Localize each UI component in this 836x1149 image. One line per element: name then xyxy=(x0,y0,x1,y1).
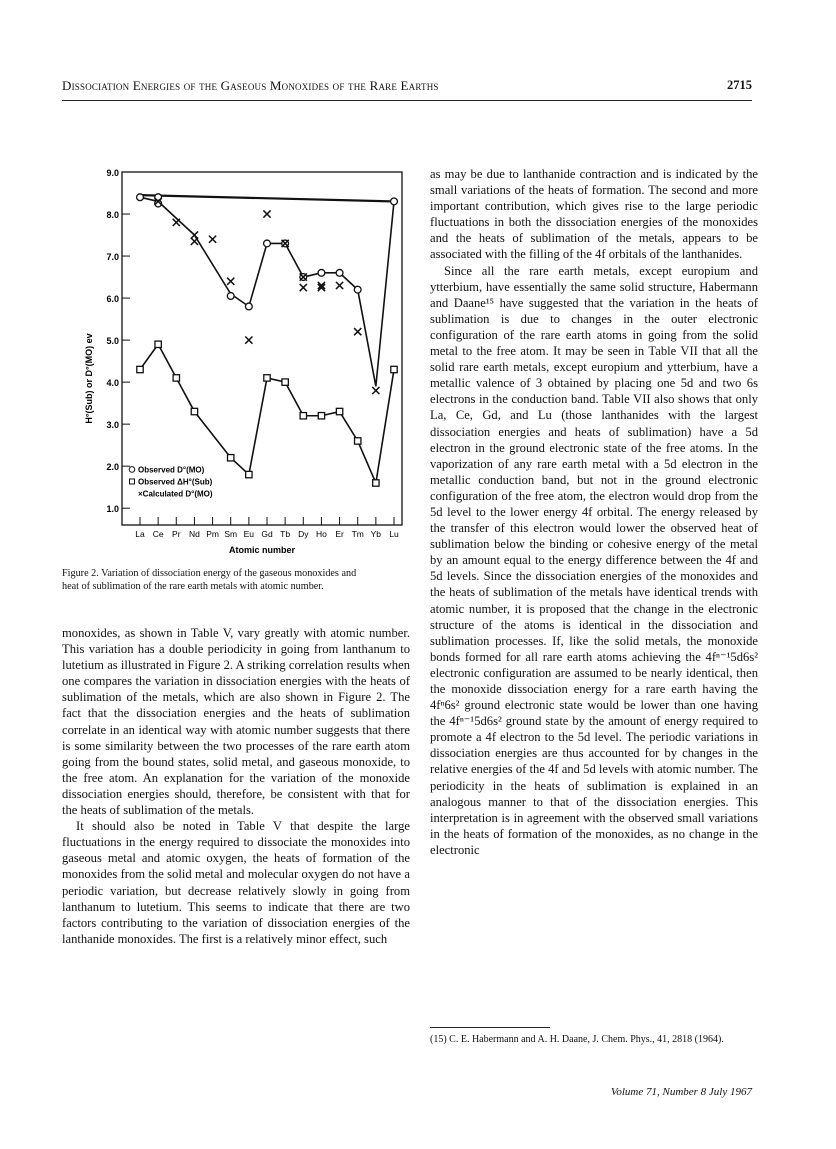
footer-volume: Volume 71, Number 8 July 1967 xyxy=(610,1086,752,1098)
right-paragraph-2: Since all the rare earth metals, except europium and ytterbium, have essentially the same solid structure, Habermann and Daane¹⁵ have suggested that the variation in the heats of sublimation is due to changes in the outer electronic configuration of the rare earth atoms in going from the solid metal to the free atom. It may be seen in Table VII that all the solid rare earth metals, except europium and ytterbium, have a metallic valence of 3 obtained by placing one 5d and two 6s electrons in the conduction band. Table VII also shows that only La, Ce, Gd, and Lu (those lanthanides with the largest dissociation energies and heats of sublimation) have a 5d electron in the ground electronic state of the free atoms. In the vaporization of any rare earth metal with a 5d electron in the metallic conduction band, but not in the ground electronic configuration of the free atom, the electron would drop from the 5d level to the lower energy 4f orbital. The energy released by the transfer of this electron would lower the observed heat of sublimation below the binding or cohesive energy of the metal by an amount equal to the energy difference between the 4f and 5d levels. Since the dissociation energies of the monoxides and the heats of sublimation of the metals have identical trends with atomic number, it is proposed that the change in the electronic structure of the atoms is identical in the dissociation and sublimation processes. If, like the solid metals, the monoxide bonds formed for all rare earth atoms achieving the 4fⁿ⁻¹5d6s² electronic configuration are assumed to be nearly identical, then the monoxide dissociation energy for a rare earth having the 4fⁿ6s² ground electronic state would be lower than one having the 4fⁿ⁻¹5d6s² ground state by the amount of energy required to promote a 4f electron to the 5d level. The periodic variations in dissociation energies are thus accounted for by changes in the relative energies of the 4f and 5d levels with atomic number. The periodicity in the heats of sublimation is explained in an analogous manner to that of the dissociation energies. This interpretation is in agreement with the observed small variations in the heats of formation of the monoxides, as no change in the electronic xyxy=(430,263,758,857)
x-tick-label: Tb xyxy=(280,529,291,539)
x-tick-label: Er xyxy=(335,529,344,539)
point-observed-dmo xyxy=(391,198,398,205)
y-tick-label: 3.0 xyxy=(106,420,119,431)
x-tick-label: Eu xyxy=(243,529,255,539)
header-rule xyxy=(62,100,752,101)
point-sublimation xyxy=(137,366,143,372)
x-tick-label: Sm xyxy=(224,529,238,539)
figure-2 xyxy=(62,160,410,580)
point-sublimation xyxy=(191,408,197,414)
y-tick-label: 1.0 xyxy=(106,504,119,515)
series-line-sublimation xyxy=(140,344,394,483)
figure-caption: Figure 2. Variation of dissociation energy of the gaseous monoxides and heat of sublimation of the rare earth metals with atomic number. xyxy=(62,568,357,592)
x-tick-label: Pr xyxy=(172,529,181,539)
point-observed-dmo xyxy=(318,269,325,276)
y-tick-label: 4.0 xyxy=(106,378,119,389)
legend-marker-square xyxy=(130,479,135,484)
running-title: Dissociation Energies of the Gaseous Monoxides of the Rare Earths xyxy=(62,78,439,93)
y-tick-label: 2.0 xyxy=(106,462,119,473)
point-sublimation xyxy=(246,471,252,477)
right-column xyxy=(430,166,758,858)
legend-entry: ×Calculated D°(MO) xyxy=(138,489,213,499)
y-axis-label: H°(Sub) or D°(MO) ev xyxy=(84,333,94,424)
y-tick-label: 9.0 xyxy=(106,168,119,178)
point-sublimation xyxy=(282,379,288,385)
x-tick-label: La xyxy=(135,529,145,539)
legend-entry: Observed ΔH°(Sub) xyxy=(138,477,213,487)
legend-marker-circle xyxy=(129,467,135,473)
point-observed-dmo xyxy=(227,293,234,300)
y-tick-label: 7.0 xyxy=(106,252,119,263)
point-observed-dmo xyxy=(245,303,252,310)
x-tick-label: Dy xyxy=(298,529,309,539)
point-sublimation xyxy=(264,375,270,381)
x-tick-label: Gd xyxy=(261,529,273,539)
right-paragraph-1: as may be due to lanthanide contraction and is indicated by the small variations of the heats of formation. The second and more important contribution, which gives rise to the large periodic fluctuations in both the dissociation energies of the monoxides and the heats of sublimation of the metals, appears to be associated with the filling of the 4f orbitals of the lanthanides. xyxy=(430,167,758,262)
point-sublimation xyxy=(355,438,361,444)
point-observed-dmo xyxy=(137,194,144,201)
point-observed-dmo xyxy=(264,240,271,247)
point-sublimation xyxy=(300,413,306,419)
point-sublimation xyxy=(336,408,342,414)
y-tick-label: 8.0 xyxy=(106,210,119,221)
y-tick-label: 6.0 xyxy=(106,294,119,305)
running-header xyxy=(62,78,752,98)
point-sublimation xyxy=(391,366,397,372)
left-paragraph-1: monoxides, as shown in Table V, vary greatly with atomic number. This variation has a double periodicity in going from lanthanum to lutetium as illustrated in Figure 2. A striking correlation results when one compares the variation in dissociation energies with the heats of sublimation of the metals, which are also shown in Figure 2. The fact that the dissociation energies and the heats of sublimation correlate in an identical way with atomic number suggests that there is some similarity between the two processes of the rare earth atom going from the bound states, solid metal, and gaseous monoxide, to the free atom. An explanation for the variation of the monoxide dissociation energies should, therefore, be consistent with that for the heats of sublimation of the metals. xyxy=(62,626,410,818)
x-tick-label: Yb xyxy=(370,529,382,539)
point-sublimation xyxy=(228,455,234,461)
point-observed-dmo xyxy=(354,286,361,293)
x-tick-label: Tm xyxy=(351,529,364,539)
y-tick-label: 5.0 xyxy=(106,336,119,347)
point-sublimation xyxy=(173,375,179,381)
x-tick-label: Lu xyxy=(389,529,399,539)
footnote-15: (15) C. E. Habermann and A. H. Daane, J. Chem. Phys., 41, 2818 (1964). xyxy=(430,1034,724,1045)
chart-svg xyxy=(62,160,410,565)
x-tick-label: Ce xyxy=(152,529,164,539)
x-tick-label: Ho xyxy=(315,529,327,539)
x-axis-label: Atomic number xyxy=(228,545,296,555)
legend-entry: Observed D°(MO) xyxy=(138,465,205,475)
point-sublimation xyxy=(155,341,161,347)
x-tick-label: Pm xyxy=(206,529,219,539)
point-sublimation xyxy=(318,413,324,419)
point-observed-dmo xyxy=(336,269,343,276)
x-tick-label: Nd xyxy=(188,529,200,539)
page-number: 2715 xyxy=(727,78,752,92)
left-column xyxy=(62,625,410,947)
trend-line xyxy=(140,195,394,201)
footnote-rule xyxy=(430,1027,550,1028)
point-sublimation xyxy=(373,480,379,486)
left-paragraph-2: It should also be noted in Table V that despite the large fluctuations in the energy required to dissociate the monoxides into gaseous metal and atomic oxygen, the heats of formation of the monoxides from the solid metal and molecular oxygen do not have a periodic variation, but decrease relatively slowly in going from lanthanum to lutetium. This seems to indicate that there are two factors contributing to the variation of dissociation energies of the lanthanide monoxides. The first is a relatively minor effect, such xyxy=(62,819,410,946)
